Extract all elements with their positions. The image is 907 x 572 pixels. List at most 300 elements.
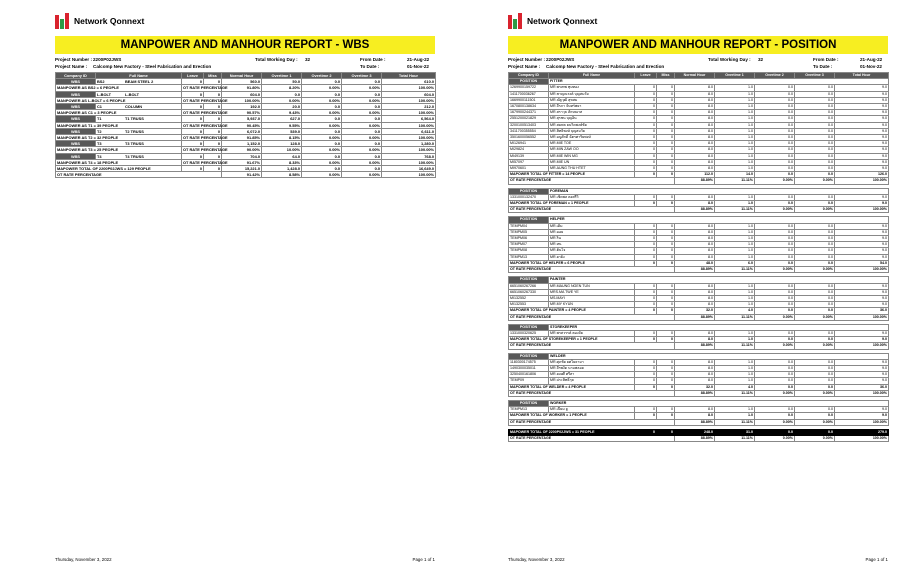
- ot-rate-value: 0.00%: [302, 110, 342, 116]
- cell-ot1: 1.0: [715, 337, 755, 343]
- cell-ot1: 1.0: [715, 236, 755, 242]
- cell-miss: 0: [657, 242, 675, 248]
- cell-leave: 0: [182, 116, 204, 122]
- position-name: STOREKEEPER: [549, 324, 889, 330]
- page-footer: [55, 557, 435, 562]
- cell-ot3: 0.0: [342, 116, 382, 122]
- from-date-label: From Date :: [360, 57, 386, 62]
- cell-ot2: 0.0: [302, 91, 342, 97]
- position-total-label: MAPOWER TOTAL OF FOREMAN = 1 PEOPLE: [509, 201, 635, 207]
- cell-ot3: 0.0: [795, 91, 835, 97]
- wbs-code: T1: [97, 116, 102, 122]
- position-table: [508, 72, 889, 442]
- cell-normal: 8.0: [675, 283, 715, 289]
- cell-miss: 0: [657, 166, 675, 172]
- cell-miss: 0: [204, 79, 222, 85]
- cell-ot1: 31.0: [715, 429, 755, 435]
- ot-rate-value: 91.42%: [222, 172, 262, 178]
- cell-normal: 8.0: [675, 242, 715, 248]
- page-footer: [508, 557, 888, 562]
- cell-normal: 8.0: [675, 153, 715, 159]
- cell-leave: 0: [635, 254, 657, 260]
- cell-ot1: 1.0: [715, 302, 755, 308]
- cell-total: 9.0: [835, 413, 889, 419]
- ot-rate-value: 0.00%: [342, 135, 382, 141]
- employee-id: 1331000320625: [509, 330, 549, 336]
- cell-miss: 0: [204, 116, 222, 122]
- employee-id: TEMPM06: [509, 236, 549, 242]
- employee-name: MR.มนูศักดิ์ ฉัตรศาริยพงษ์: [549, 135, 635, 141]
- manpower-summary: MANPOWER AS T1 = 39 PEOPLE: [56, 122, 182, 128]
- cell-ot1: 0.0: [262, 91, 302, 97]
- cell-ot2: 0.0: [755, 283, 795, 289]
- cell-ot2: 0.0: [755, 135, 795, 141]
- cell-total: 9.0: [835, 141, 889, 147]
- cell-normal: 8.0: [675, 365, 715, 371]
- manpower-summary: MANPOWER AS BS2 = 6 PEOPLE: [56, 85, 182, 91]
- column-header: Overtime 1: [715, 73, 755, 79]
- cell-miss: 0: [657, 128, 675, 134]
- cell-miss: 0: [657, 201, 675, 207]
- wbs-name: BEAM STEEL 2: [125, 79, 154, 85]
- employee-id: TEMPM08: [509, 248, 549, 254]
- cell-total: 9.0: [835, 407, 889, 413]
- cell-ot3: 0.0: [342, 104, 382, 110]
- cell-normal: 8.0: [675, 289, 715, 295]
- working-day: 32: [305, 57, 311, 62]
- ot-rate-value: 0.00%: [795, 419, 835, 425]
- from-date: 21-Aug-22: [860, 57, 883, 62]
- employee-name: MR.ยงยศี ศรีสา: [549, 372, 635, 378]
- cell-miss: 0: [657, 337, 675, 343]
- ot-rate-row: [56, 172, 436, 178]
- ot-rate-value: 100.00%: [222, 97, 262, 103]
- cell-miss: 0: [657, 135, 675, 141]
- cell-ot1: 1.0: [715, 365, 755, 371]
- employee-id: MI132553: [509, 302, 549, 308]
- cell-miss: 0: [657, 223, 675, 229]
- cell-ot1: 1.0: [715, 85, 755, 91]
- ot-rate-label: OT RATE PERCENTAGE: [509, 207, 675, 213]
- ot-rate-label: OT RATE PERCENTAGE: [509, 178, 675, 184]
- cell-ot3: 0.0: [795, 365, 835, 371]
- cell-normal: 8.0: [675, 302, 715, 308]
- cell-ot2: 0.0: [755, 365, 795, 371]
- cell-miss: 0: [657, 407, 675, 413]
- ot-rate-value: 100.00%: [382, 97, 436, 103]
- cell-ot1: 1.0: [715, 407, 755, 413]
- cell-ot3: 0.0: [795, 116, 835, 122]
- ot-rate-value: 0.00%: [795, 343, 835, 349]
- cell-total: 9.0: [835, 359, 889, 365]
- footer-date: Thursday, November 3, 2022: [508, 557, 565, 562]
- cell-ot1: 1.0: [715, 289, 755, 295]
- ot-rate-value: 0.00%: [755, 343, 795, 349]
- ot-rate-value: 100.00%: [835, 343, 889, 349]
- to-date-label: To Date :: [813, 63, 833, 69]
- cell-miss: 0: [657, 365, 675, 371]
- cell-total: 9.0: [835, 104, 889, 110]
- project-number: 2200P02JWS: [546, 57, 575, 62]
- cell-miss: 0: [657, 302, 675, 308]
- ot-rate-label: OT RATE PERCENTAGE: [509, 267, 675, 273]
- wbs-name: T3 TRUSS: [125, 141, 144, 147]
- employee-name: MR.MY KYUN: [549, 302, 635, 308]
- column-header: Overtime 3: [342, 73, 382, 79]
- cell-ot2: 0.0: [755, 295, 795, 301]
- cell-total: 9.0: [835, 122, 889, 128]
- cell-ot2: 0.0: [755, 378, 795, 384]
- ot-rate-value: 0.00%: [795, 178, 835, 184]
- cell-ot1: 1.0: [715, 283, 755, 289]
- cell-ot3: 0.0: [795, 97, 835, 103]
- employee-name: MR.MAUNG NGEN TUN: [549, 283, 635, 289]
- cell-miss: 0: [657, 172, 675, 178]
- cell-ot2: 0.0: [755, 128, 795, 134]
- ot-rate-value: 88.89%: [675, 314, 715, 320]
- ot-rate-value: 0.00%: [342, 97, 382, 103]
- cell-ot1: 1.0: [715, 295, 755, 301]
- cell-miss: 0: [657, 104, 675, 110]
- cell-total: 9.0: [835, 248, 889, 254]
- wbs-name: T1 TRUSS: [125, 116, 144, 122]
- cell-miss: 0: [657, 378, 675, 384]
- cell-normal: 8.0: [675, 413, 715, 419]
- project-number-label: Project Number :: [55, 57, 93, 62]
- ot-rate-value: 0.00%: [755, 267, 795, 273]
- cell-ot2: 0.0: [755, 289, 795, 295]
- position-name: WORKER: [549, 400, 889, 406]
- ot-rate-value: 11.11%: [715, 314, 755, 320]
- employee-id: 3411700355554: [509, 128, 549, 134]
- cell-normal: 8.0: [675, 116, 715, 122]
- cell-ot1: 627.0: [262, 116, 302, 122]
- cell-total: 9.0: [835, 97, 889, 103]
- cell-ot1: 4.0: [715, 384, 755, 390]
- cell-leave: 0: [182, 128, 204, 134]
- cell-leave: 0: [635, 229, 657, 235]
- employee-name: MRS.MA TWE YE: [549, 289, 635, 295]
- column-header: Overtime 3: [795, 73, 835, 79]
- cell-ot1: 1,428.0: [262, 166, 302, 172]
- cell-ot2: 0.0: [755, 116, 795, 122]
- cell-leave: 0: [635, 236, 657, 242]
- cell-ot1: 1.0: [715, 413, 755, 419]
- employee-name: MR.MIN ZAW OO: [549, 147, 635, 153]
- cell-leave: 0: [635, 308, 657, 314]
- ot-rate-value: 90.45%: [222, 122, 262, 128]
- cell-normal: 8.0: [675, 223, 715, 229]
- ot-rate-value: 0.00%: [795, 390, 835, 396]
- employee-name: MR.พรเทพ ทุมทอง: [549, 85, 635, 91]
- cell-miss: 0: [657, 141, 675, 147]
- cell-ot3: 0.0: [795, 254, 835, 260]
- ot-rate-value: 88.89%: [675, 419, 715, 425]
- wbs-name: COLUMN: [125, 104, 143, 110]
- cell-leave: 0: [635, 194, 657, 200]
- cell-leave: 0: [635, 172, 657, 178]
- cell-miss: 0: [204, 91, 222, 97]
- position-total-label: MAPOWER TOTAL OF PAINTER = 4 PEOPLE: [509, 308, 635, 314]
- cell-leave: 0: [635, 260, 657, 266]
- cell-ot2: 0.0: [755, 337, 795, 343]
- ot-rate-value: 0.00%: [342, 147, 382, 153]
- cell-miss: 0: [657, 91, 675, 97]
- cell-total: 9.0: [835, 128, 889, 134]
- cell-total: 36.0: [835, 384, 889, 390]
- ot-rate-value: 0.00%: [342, 172, 382, 178]
- cell-leave: 0: [635, 378, 657, 384]
- employee-id: TEMPM04: [509, 223, 549, 229]
- employee-name: MR.ยาย้ง: [549, 254, 635, 260]
- cell-ot3: 0.0: [795, 283, 835, 289]
- ot-rate-value: 0.00%: [342, 85, 382, 91]
- ot-rate-value: 11.11%: [715, 207, 755, 213]
- cell-ot2: 0.0: [755, 359, 795, 365]
- cell-ot3: 0.0: [795, 359, 835, 365]
- cell-miss: 0: [657, 384, 675, 390]
- ot-rate-value: 0.00%: [342, 110, 382, 116]
- manpower-summary: MANPOWER AS L-BOLT = 6 PEOPLE: [56, 97, 182, 103]
- cell-ot2: 0.0: [302, 79, 342, 85]
- cell-normal: 8.0: [675, 85, 715, 91]
- cell-normal: 8.0: [675, 159, 715, 165]
- cell-normal: 8.0: [675, 359, 715, 365]
- cell-miss: 0: [657, 330, 675, 336]
- ot-rate-label: OT RATE PERCENTAGE: [509, 343, 675, 349]
- cell-leave: 0: [635, 135, 657, 141]
- cell-ot3: 0.0: [795, 260, 835, 266]
- ot-rate-label: OT RATE PERCENTAGE: [509, 419, 675, 425]
- employee-id: 3250400161806: [509, 372, 549, 378]
- grand-total-row: [56, 166, 436, 172]
- cell-normal: 15,221.0: [222, 166, 262, 172]
- cell-leave: 0: [635, 116, 657, 122]
- wbs-code: BS2: [97, 79, 105, 85]
- cell-ot3: 0.0: [795, 372, 835, 378]
- cell-ot2: 0.0: [302, 166, 342, 172]
- ot-rate-value: 88.89%: [675, 390, 715, 396]
- wbs-code: T4: [97, 153, 102, 159]
- cell-miss: 0: [657, 116, 675, 122]
- cell-normal: 8.0: [675, 337, 715, 343]
- employee-name: MR.สราวุธ ลักษณาส: [549, 110, 635, 116]
- cell-ot1: 1.0: [715, 141, 755, 147]
- cell-total: 212.0: [382, 104, 436, 110]
- cell-leave: 0: [182, 166, 204, 172]
- cell-ot1: 4.0: [715, 308, 755, 314]
- cell-ot3: 0.0: [795, 166, 835, 172]
- project-name-label: Project Name :: [508, 63, 541, 69]
- cell-total: 9.0: [835, 159, 889, 165]
- ot-rate-label: OT RATE PERCENTAGE: [56, 172, 222, 178]
- column-header: Total Hour: [382, 73, 436, 79]
- cell-leave: 0: [182, 104, 204, 110]
- employee-name: MR.พรสวรรค์ ตองจัย: [549, 330, 635, 336]
- cell-total: 604.0: [382, 91, 436, 97]
- ot-rate-label: OT RATE PERCENTAGE: [183, 110, 228, 116]
- cell-leave: 0: [182, 79, 204, 85]
- position-name: FOREMAN: [549, 188, 889, 194]
- cell-normal: 8.0: [675, 201, 715, 207]
- from-date: 21-Aug-22: [407, 57, 430, 62]
- cell-ot3: 0.0: [795, 104, 835, 110]
- cell-ot3: 0.0: [795, 289, 835, 295]
- cell-ot3: 0.0: [795, 378, 835, 384]
- cell-ot2: 0.0: [755, 384, 795, 390]
- footer-date: Thursday, November 3, 2022: [55, 557, 112, 562]
- column-header: Full Name: [96, 73, 182, 79]
- ot-rate-value: 100.00%: [835, 267, 889, 273]
- ot-rate-value: 0.00%: [302, 85, 342, 91]
- column-header: Miss: [204, 73, 222, 79]
- cell-ot2: 0.0: [755, 201, 795, 207]
- employee-id: 1490300035011: [509, 365, 549, 371]
- employee-name: MR.เดิม: [549, 223, 635, 229]
- ot-rate-value: 0.00%: [302, 122, 342, 128]
- cell-leave: 0: [635, 159, 657, 165]
- cell-normal: 8.0: [675, 254, 715, 260]
- ot-rate-value: 100.00%: [382, 147, 436, 153]
- cell-normal: 560.0: [222, 79, 262, 85]
- cell-total: 9.0: [835, 295, 889, 301]
- cell-normal: 8.0: [675, 330, 715, 336]
- cell-ot1: 1.0: [715, 104, 755, 110]
- ot-rate-value: 8.58%: [262, 172, 302, 178]
- ot-rate-value: 90.00%: [222, 147, 262, 153]
- cell-ot2: 0.0: [755, 141, 795, 147]
- cell-ot1: 6.0: [715, 260, 755, 266]
- cell-ot3: 0.0: [795, 236, 835, 242]
- footer-page: Page 1 of 1: [412, 557, 435, 562]
- column-header: Full Name: [549, 73, 635, 79]
- cell-miss: 0: [657, 295, 675, 301]
- group-label: WBS: [56, 79, 96, 85]
- cell-ot3: 0.0: [795, 201, 835, 207]
- employee-name: MR.จีรพงัด นามพลอย: [549, 365, 635, 371]
- ot-rate-value: 0.00%: [795, 207, 835, 213]
- cell-ot3: 0.0: [795, 110, 835, 116]
- from-date-label: From Date :: [813, 57, 839, 62]
- employee-id: MI132552: [509, 295, 549, 301]
- ot-rate-value: 0.00%: [302, 147, 342, 153]
- ot-rate-value: 88.89%: [675, 178, 715, 184]
- cell-leave: 0: [635, 141, 657, 147]
- position-name: HELPER: [549, 217, 889, 223]
- wbs-report-page: [55, 10, 435, 562]
- cell-leave: 0: [635, 413, 657, 419]
- cell-ot2: 0.0: [302, 141, 342, 147]
- ot-rate-value: 90.57%: [222, 110, 262, 116]
- group-label: POSITION: [509, 217, 549, 223]
- company-logo: [508, 10, 888, 32]
- cell-total: 9.0: [835, 85, 889, 91]
- employee-id: TEMP09: [509, 378, 549, 384]
- employee-name: MR.สิทธิพงษ์ บุญสมวัย: [549, 128, 635, 134]
- group-label: POSITION: [509, 324, 549, 330]
- cell-ot2: 0.0: [755, 147, 795, 153]
- footer-page: Page 1 of 1: [865, 557, 888, 562]
- logo-bars-icon: [508, 13, 523, 29]
- column-header: Normal Hour: [222, 73, 262, 79]
- ot-rate-value: 100.00%: [382, 172, 436, 178]
- ot-rate-row: [509, 435, 889, 441]
- ot-rate-value: 100.00%: [835, 435, 889, 441]
- employee-id: 1331000132470: [509, 194, 549, 200]
- cell-ot3: 0.0: [795, 85, 835, 91]
- ot-rate-value: 0.00%: [302, 135, 342, 141]
- cell-leave: 0: [635, 201, 657, 207]
- cell-leave: 0: [635, 91, 657, 97]
- cell-ot1: 14.0: [715, 172, 755, 178]
- cell-normal: 8.0: [675, 135, 715, 141]
- cell-total: 9.0: [835, 337, 889, 343]
- cell-total: 9.0: [835, 194, 889, 200]
- cell-normal: 8.0: [675, 248, 715, 254]
- cell-miss: 0: [657, 359, 675, 365]
- employee-name: MR.ชาญณรงค์ บุญสมวัย: [549, 91, 635, 97]
- cell-leave: 0: [635, 330, 657, 336]
- cell-ot2: 0.0: [755, 153, 795, 159]
- ot-rate-value: 91.85%: [222, 135, 262, 141]
- cell-ot3: 0.0: [795, 337, 835, 343]
- cell-ot1: 1.0: [715, 194, 755, 200]
- cell-ot2: 0.0: [755, 413, 795, 419]
- cell-ot2: 0.0: [755, 260, 795, 266]
- group-label: WBS: [56, 141, 96, 147]
- cell-miss: 0: [657, 97, 675, 103]
- cell-normal: 8.0: [675, 104, 715, 110]
- cell-total: 9.0: [835, 223, 889, 229]
- cell-normal: 8.0: [675, 128, 715, 134]
- group-label: WBS: [56, 91, 96, 97]
- employee-name: MR.ประสิทธิ์กุล: [549, 378, 635, 384]
- report-title: MANPOWER AND MANHOUR REPORT - WBS: [55, 36, 435, 54]
- ot-rate-value: 0.00%: [755, 435, 795, 441]
- cell-miss: 0: [657, 260, 675, 266]
- employee-id: MI970601: [509, 166, 549, 172]
- cell-total: 9.0: [835, 365, 889, 371]
- cell-ot1: 1.0: [715, 378, 755, 384]
- ot-rate-label: OT RATE PERCENTAGE: [509, 390, 675, 396]
- cell-ot2: 0.0: [755, 407, 795, 413]
- report-meta: [55, 57, 435, 71]
- cell-miss: 0: [657, 254, 675, 260]
- cell-normal: 8.0: [675, 141, 715, 147]
- cell-leave: 0: [635, 283, 657, 289]
- cell-leave: 0: [635, 104, 657, 110]
- employee-id: TEMPM05: [509, 229, 549, 235]
- cell-ot2: 0.0: [755, 159, 795, 165]
- cell-normal: 8.0: [675, 194, 715, 200]
- column-header: Company ID: [509, 73, 549, 79]
- ot-rate-value: 11.11%: [715, 435, 755, 441]
- cell-miss: 0: [657, 229, 675, 235]
- cell-ot3: 0.0: [795, 384, 835, 390]
- cell-ot2: 0.0: [302, 104, 342, 110]
- cell-ot2: 0.0: [755, 429, 795, 435]
- cell-ot1: 539.0: [262, 128, 302, 134]
- employee-id: TEMPM07: [509, 242, 549, 248]
- wbs-code: T2: [97, 128, 102, 134]
- cell-ot1: 20.0: [262, 104, 302, 110]
- ot-rate-value: 100.00%: [382, 122, 436, 128]
- ot-rate-value: 0.00%: [755, 390, 795, 396]
- cell-ot2: 0.0: [755, 194, 795, 200]
- employee-name: MR.เชิดพล คงศรีวิ: [549, 194, 635, 200]
- position-total-label: MAPOWER TOTAL OF STOREKEEPER = 1 PEOPLE: [509, 337, 635, 343]
- cell-ot2: 0.0: [755, 104, 795, 110]
